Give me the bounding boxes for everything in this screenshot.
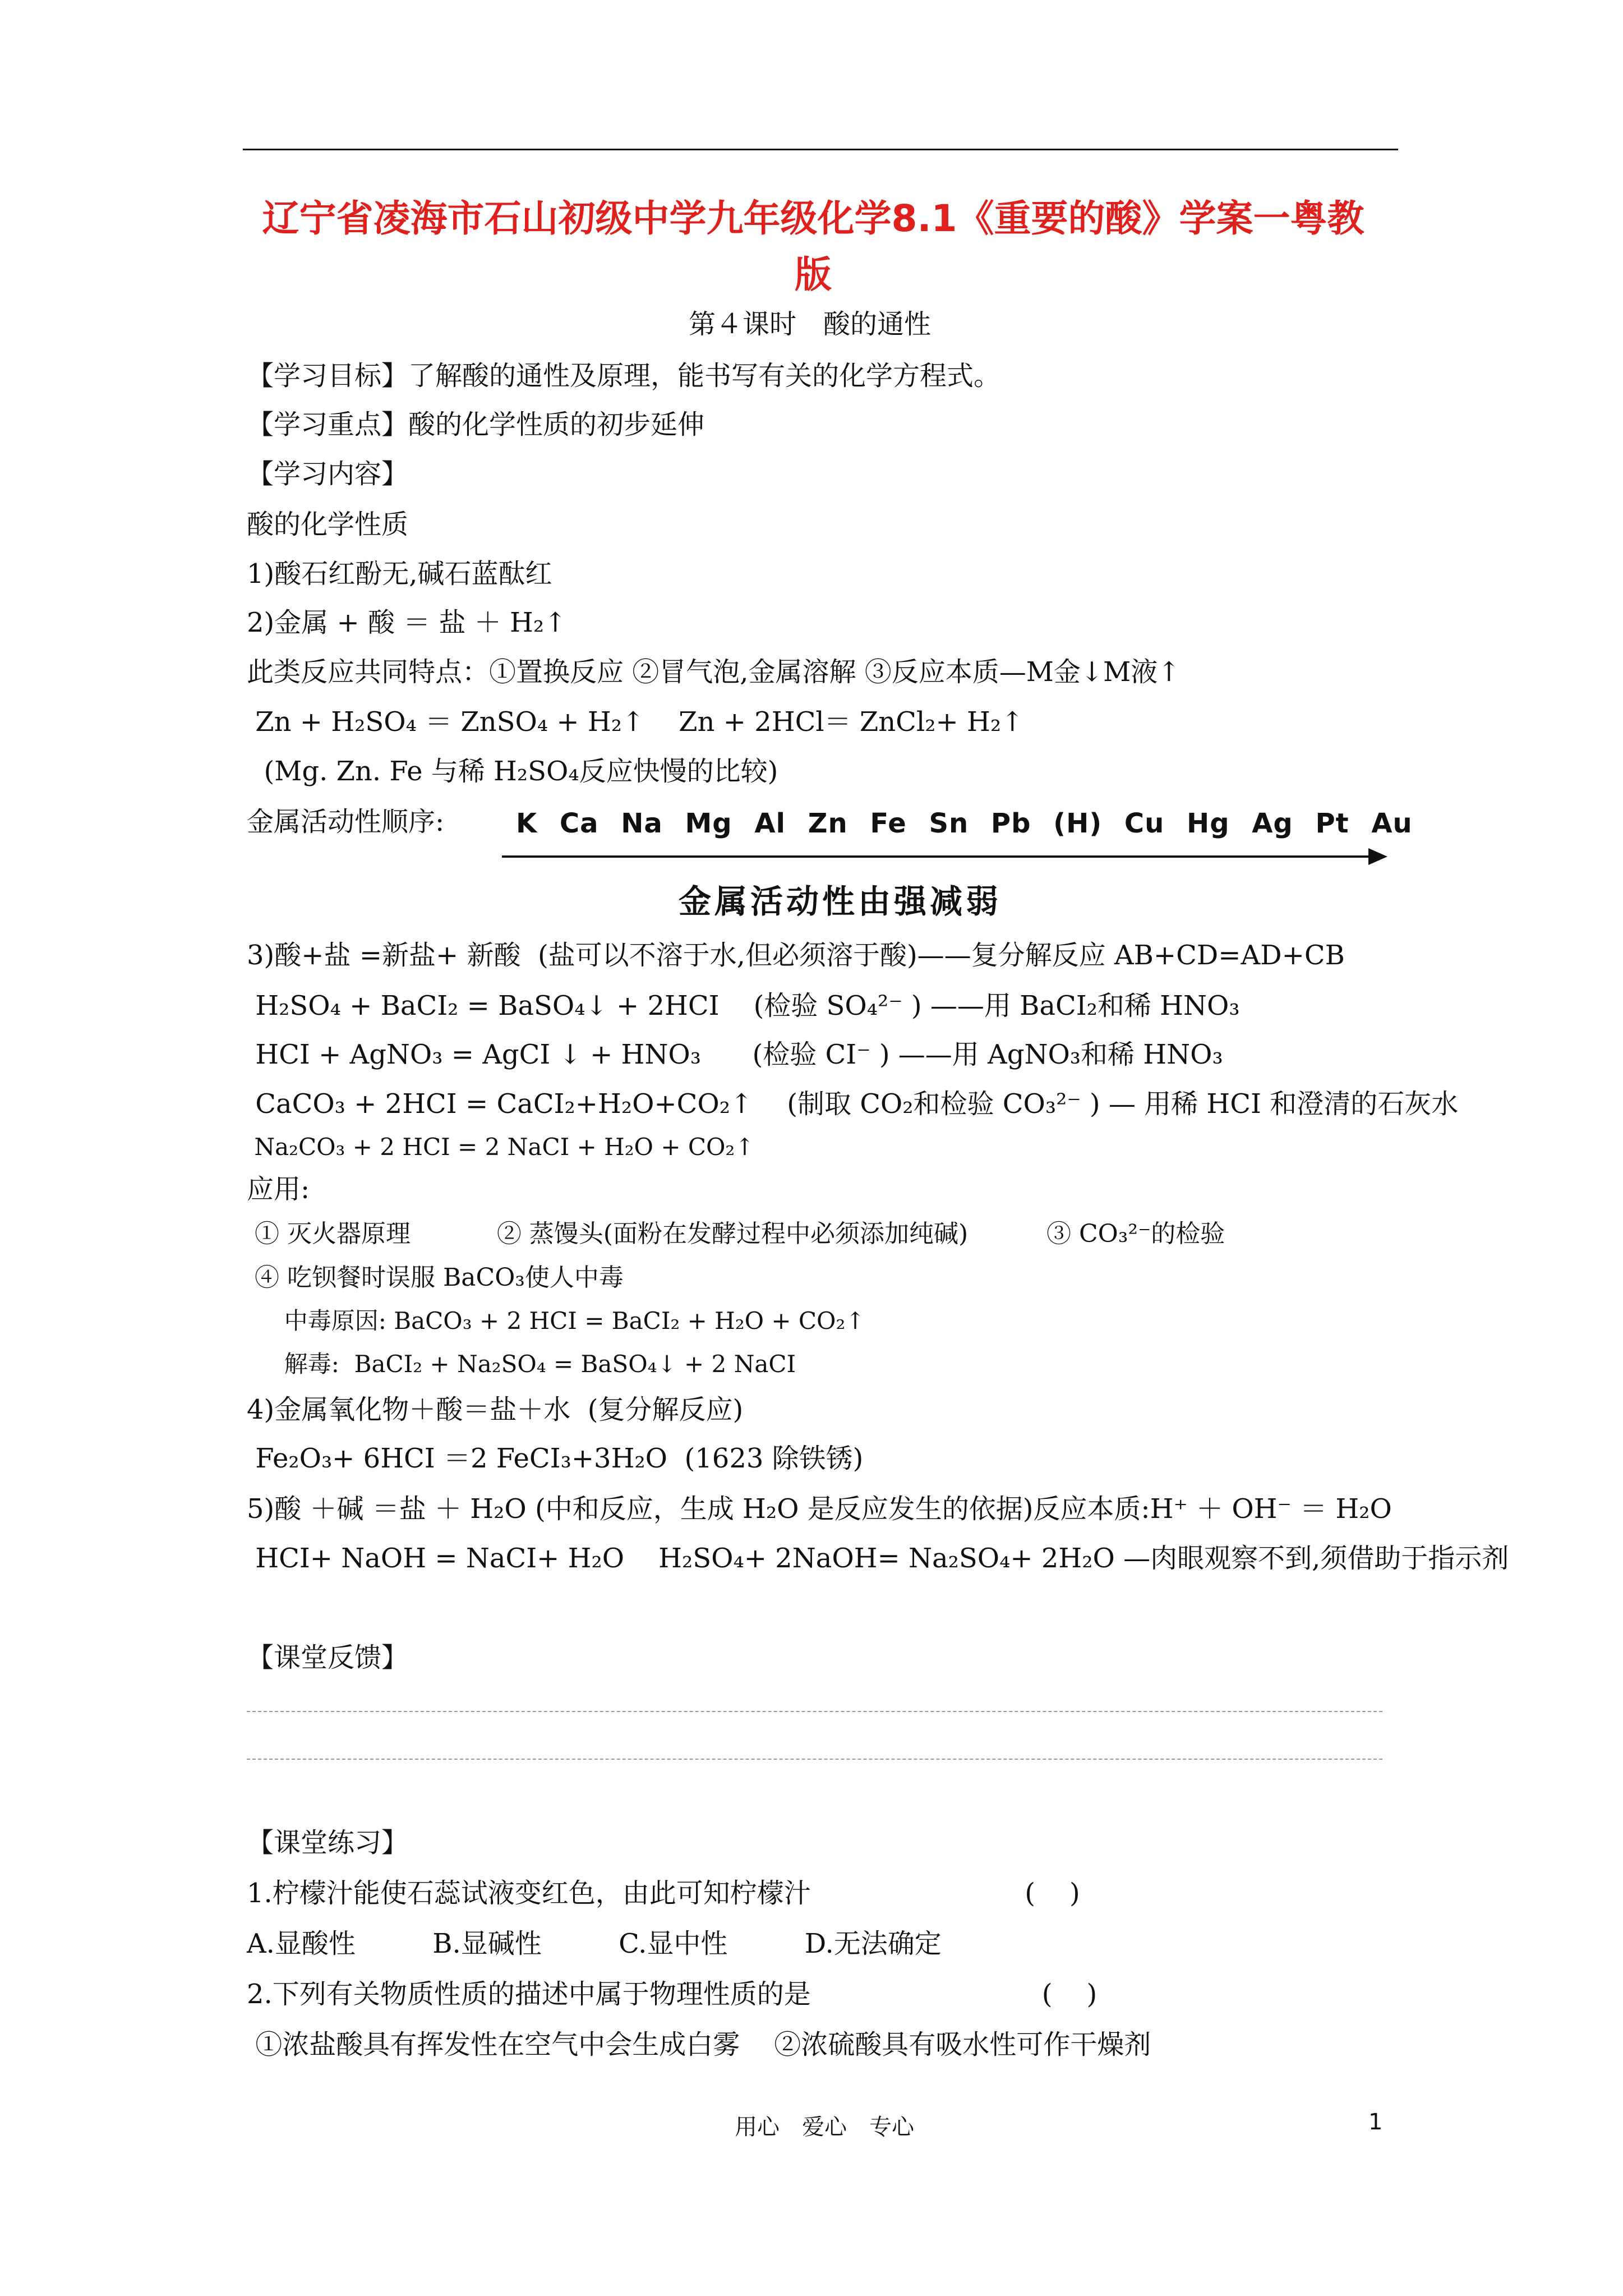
text-line: ④ 吃钡餐时误服 BaCO₃使人中毒 <box>247 1263 624 1292</box>
text-line: ① 灭火器原理 ② 蒸馒头(面粉在发酵过程中必须添加纯碱) ③ CO₃²⁻的检验 <box>247 1220 1225 1248</box>
lesson-subtitle: 第４课时 酸的通性 <box>689 309 932 340</box>
metal-activity-series: K Ca Na Mg Al Zn Fe Sn Pb (H) Cu Hg Ag Pt Au <box>516 808 1413 839</box>
text-line: 应用: <box>247 1174 310 1205</box>
text-line: CaCO₃ + 2HCI = CaCI₂+H₂O+CO₂↑ (制取 CO₂和检验 CO₃²⁻ ) — 用稀 HCI 和澄清的石灰水 <box>247 1088 1459 1120</box>
section-practice: 【课堂练习】 <box>247 1827 409 1858</box>
question-line: ①浓盐酸具有挥发性在空气中会生成白雾 ②浓硫酸具有吸水性可作干燥剂 <box>247 2029 1151 2060</box>
text-line: HCI+ NaOH = NaCI+ H₂O H₂SO₄+ 2NaOH= Na₂SO₄+ 2H₂O —肉眼观察不到,须借助于指示剂 <box>247 1543 1509 1574</box>
text-line: 【学习重点】酸的化学性质的初步延伸 <box>247 409 705 440</box>
title-line-1: 辽宁省凌海市石山初级中学九年级化学8.1《重要的酸》学案一粤教 <box>262 197 1364 240</box>
answer-line <box>247 1711 1382 1712</box>
text-line: 2)金属 + 酸 ＝ 盐 ＋ H₂↑ <box>247 607 567 638</box>
activity-arrow-line <box>502 855 1377 858</box>
text-line: 中毒原因: BaCO₃ + 2 HCI = BaCI₂ + H₂O + CO₂↑ <box>247 1307 865 1335</box>
title-line-2: 版 <box>795 253 832 296</box>
answer-line <box>247 1759 1382 1760</box>
text-line: 1)酸石红酚无,碱石蓝酞红 <box>247 558 552 590</box>
text-line: 5)酸 ＋碱 ＝盐 ＋ H₂O (中和反应，生成 H₂O 是反应发生的依据)反应本质:H⁺ ＋ OH⁻ ＝ H₂O <box>247 1493 1392 1525</box>
text-line: 【学习目标】了解酸的通性及原理，能书写有关的化学方程式。 <box>247 360 1001 392</box>
section-feedback: 【课堂反馈】 <box>247 1642 409 1673</box>
text-line: Zn + H₂SO₄ ＝ ZnSO₄ + H₂↑ Zn + 2HCl＝ ZnCl₂+ H₂↑ <box>247 706 1024 738</box>
arrow-head-icon <box>1368 848 1387 865</box>
text-line: 3)酸+盐 =新盐+ 新酸 (盐可以不溶于水,但必须溶于酸)——复分解反应 AB+CD=AD+CB <box>247 940 1345 971</box>
text-line: 【学习内容】 <box>247 458 409 490</box>
metal-activity-caption: 金属活动性由强减弱 <box>679 882 1002 921</box>
header-rule <box>243 149 1398 150</box>
text-line: (Mg. Zn. Fe 与稀 H₂SO₄反应快慢的比较) <box>247 756 778 787</box>
question-options: A.显酸性 B.显碱性 C.显中性 D.无法确定 <box>247 1928 942 1959</box>
text-line: Fe₂O₃+ 6HCI ＝2 FeCI₃+3H₂O (1623 除铁锈) <box>247 1443 864 1474</box>
text-line: H₂SO₄ + BaCI₂ = BaSO₄↓ + 2HCI (检验 SO₄²⁻ ) ——用 BaCI₂和稀 HNO₃ <box>247 990 1240 1022</box>
text-line: 解毒: BaCI₂ + Na₂SO₄ = BaSO₄↓ + 2 NaCI <box>247 1350 796 1378</box>
text-line: 此类反应共同特点：①置换反应 ②冒气泡,金属溶解 ③反应本质—M金↓M液↑ <box>247 656 1181 688</box>
question-line: 2.下列有关物质性质的描述中属于物理性质的是 ( ) <box>247 1978 1098 2010</box>
text-line: HCI + AgNO₃ = AgCI ↓ + HNO₃ (检验 CI⁻ ) ——用 AgNO₃和稀 HNO₃ <box>247 1039 1223 1070</box>
page-number: 1 <box>1368 2109 1383 2135</box>
text-line: 金属活动性顺序: <box>247 806 445 838</box>
text-line: Na₂CO₃ + 2 HCI = 2 NaCI + H₂O + CO₂↑ <box>247 1133 755 1161</box>
text-line: 酸的化学性质 <box>247 509 409 540</box>
text-line: 4)金属氧化物＋酸＝盐＋水 (复分解反应) <box>247 1394 744 1425</box>
footer-motto: 用心 爱心 专心 <box>735 2114 914 2140</box>
document-title <box>224 191 1402 303</box>
question-line: 1.柠檬汁能使石蕊试液变红色，由此可知柠檬汁 ( ) <box>247 1878 1080 1909</box>
